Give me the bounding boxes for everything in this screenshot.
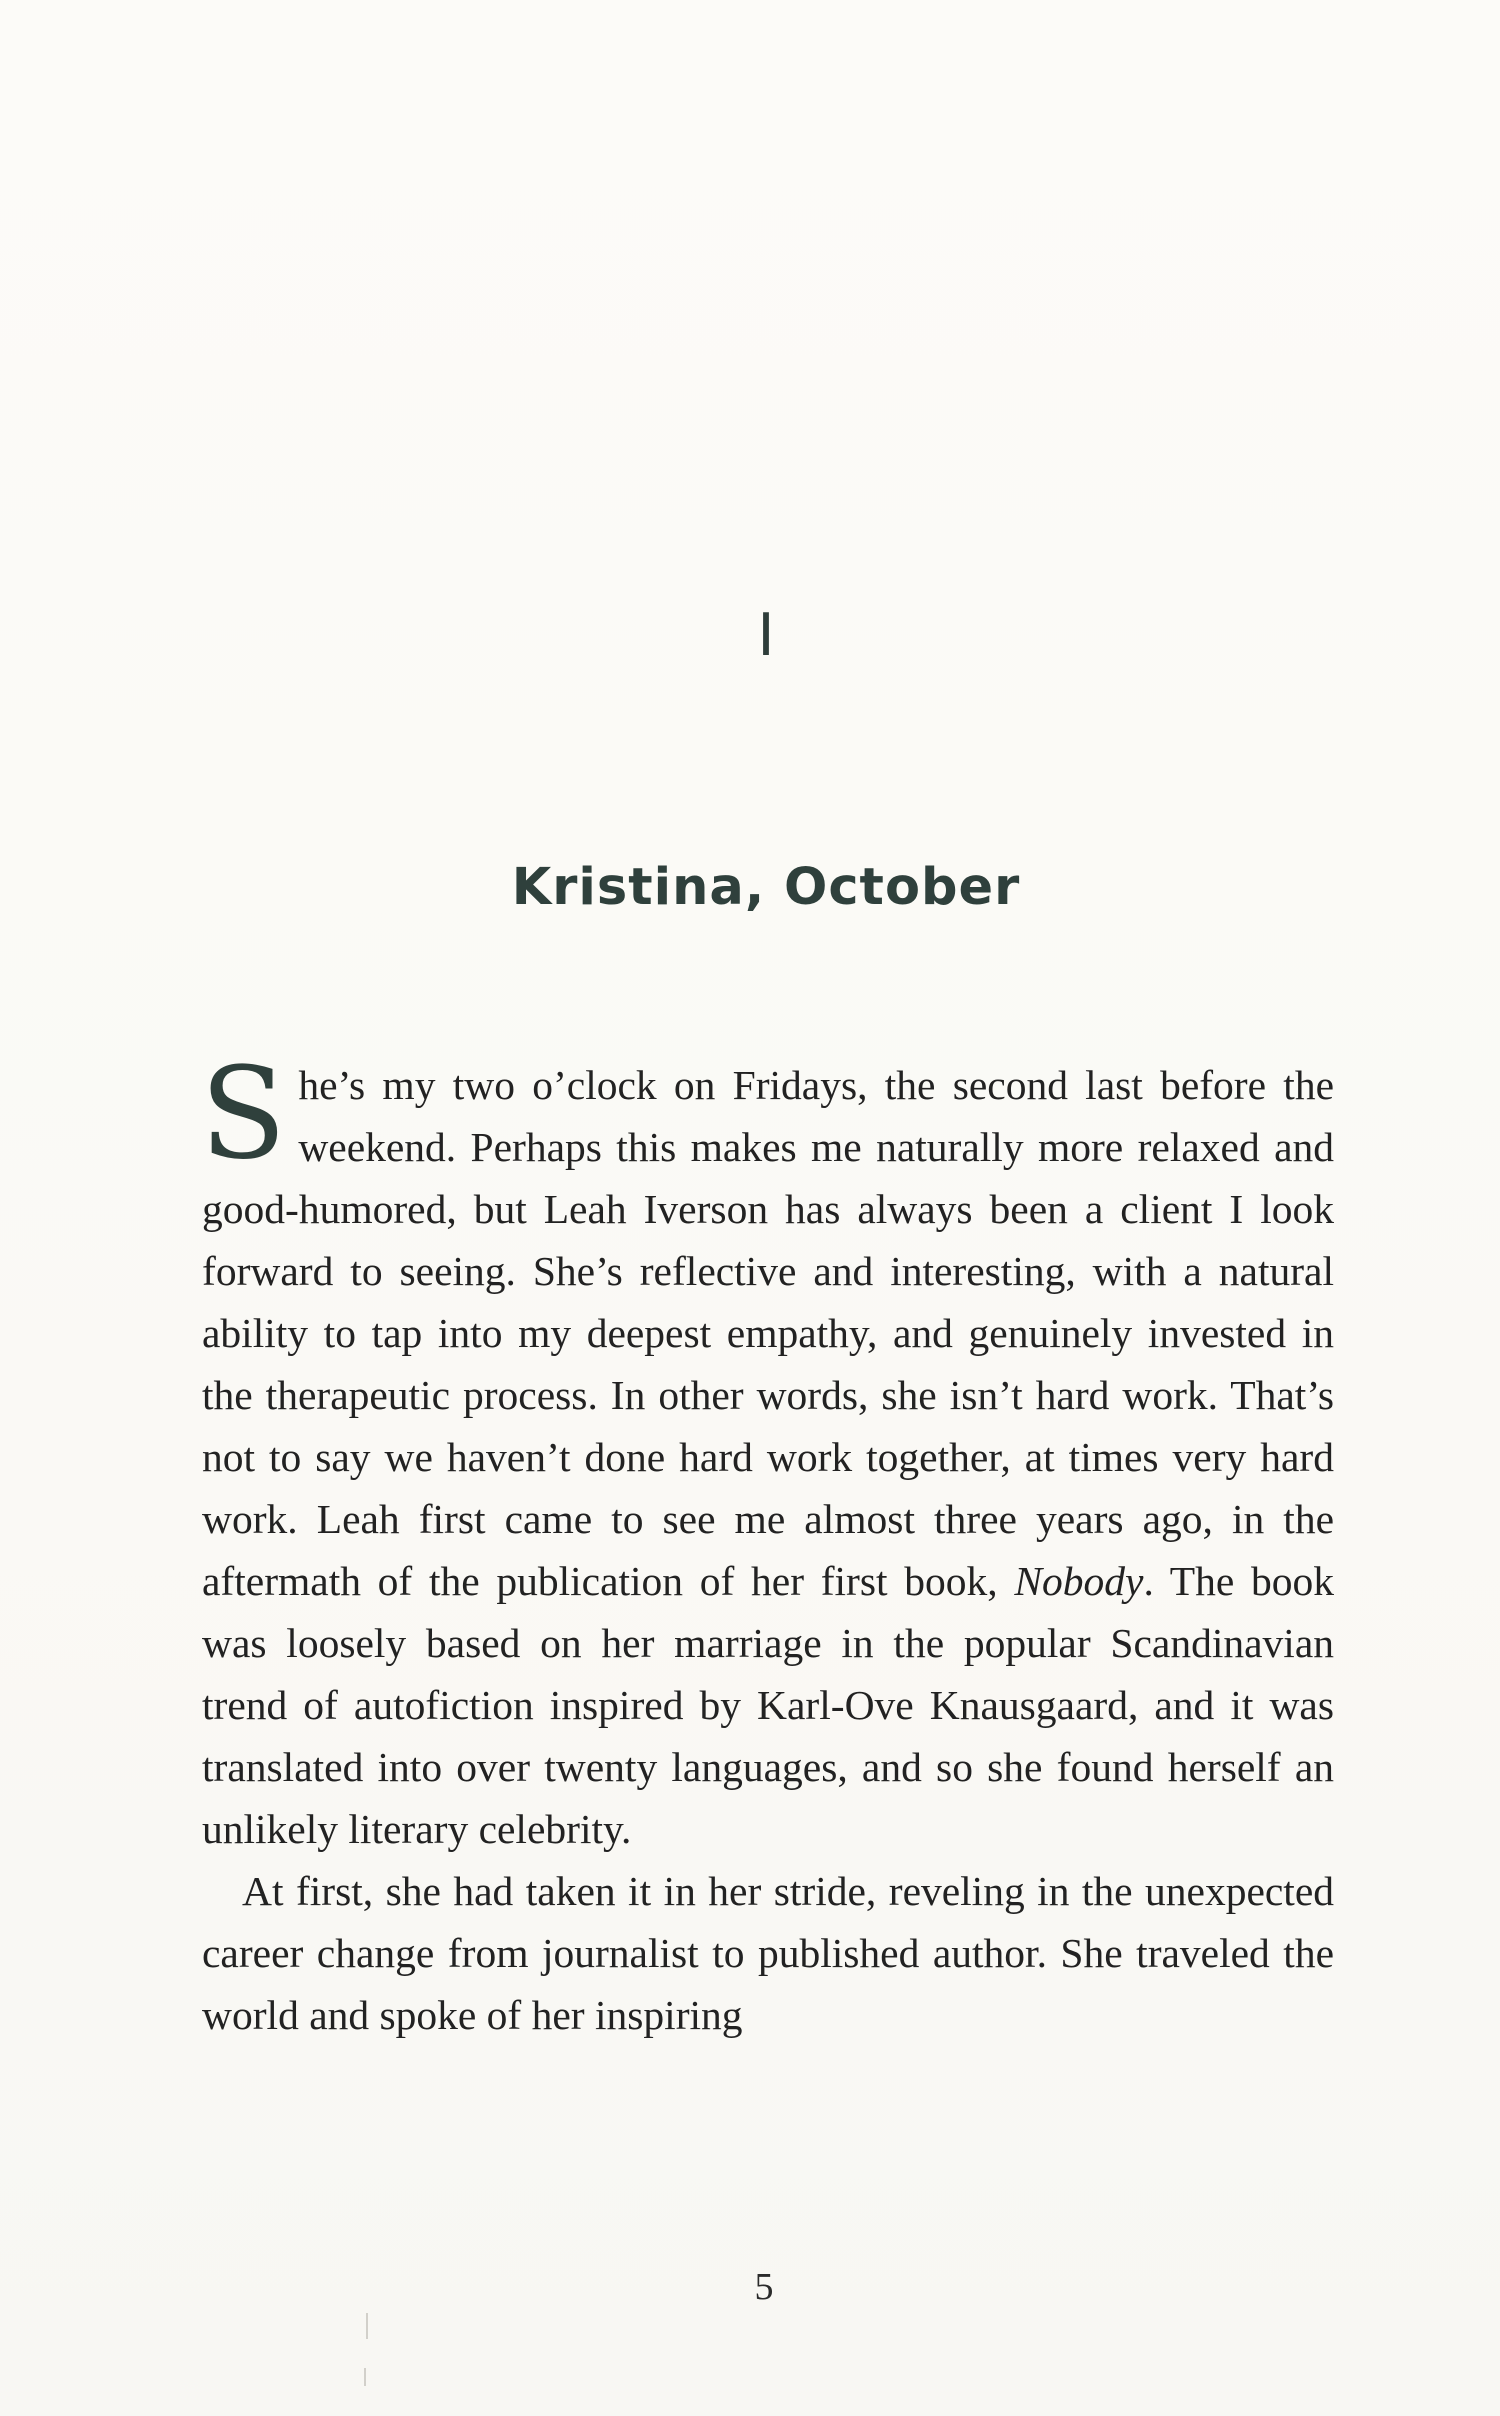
- paragraph-1: [200, 1040, 1334, 1860]
- page-number: 5: [754, 2266, 774, 2308]
- book-title: Nobody: [1014, 1558, 1144, 1604]
- drop-cap: S: [200, 1040, 287, 1187]
- paper-mark: [366, 2313, 368, 2339]
- paragraph-1-lead: he’s my two o’clock on Fridays, the second last before the weekend. Perhaps this makes me naturally more relaxed and good-humored, but Leah Iverson has always been a client I look forward to seeing. She’s reflective and interesting, with a natural ability to tap into my deepest empathy, and genuinely invested in the therapeutic process. In other words, she isn’t hard work. That’s not to say we haven’t done hard work together, at times very hard work. Leah first came to see me almost three years ago, in the aftermath of the publication of her first book,: [202, 1062, 1334, 1604]
- chapter-number: I: [757, 600, 775, 669]
- chapter-title: Kristina, October: [511, 858, 1021, 917]
- paragraph-1-tail: . The book was loosely based on her marriage in the popular Scandinavian trend of autofiction inspired by Karl-Ove Knausgaard, and it was translated into over twenty languages, and so she found herself an unlikely literary celebrity.: [202, 1558, 1334, 1852]
- chapter-body: [200, 1040, 1334, 2046]
- paper-mark: [364, 2368, 366, 2386]
- paragraph-2: At first, she had taken it in her stride, reveling in the unexpected career change from journalist to published author. She traveled the world and spoke of her inspiring: [202, 1868, 1334, 2038]
